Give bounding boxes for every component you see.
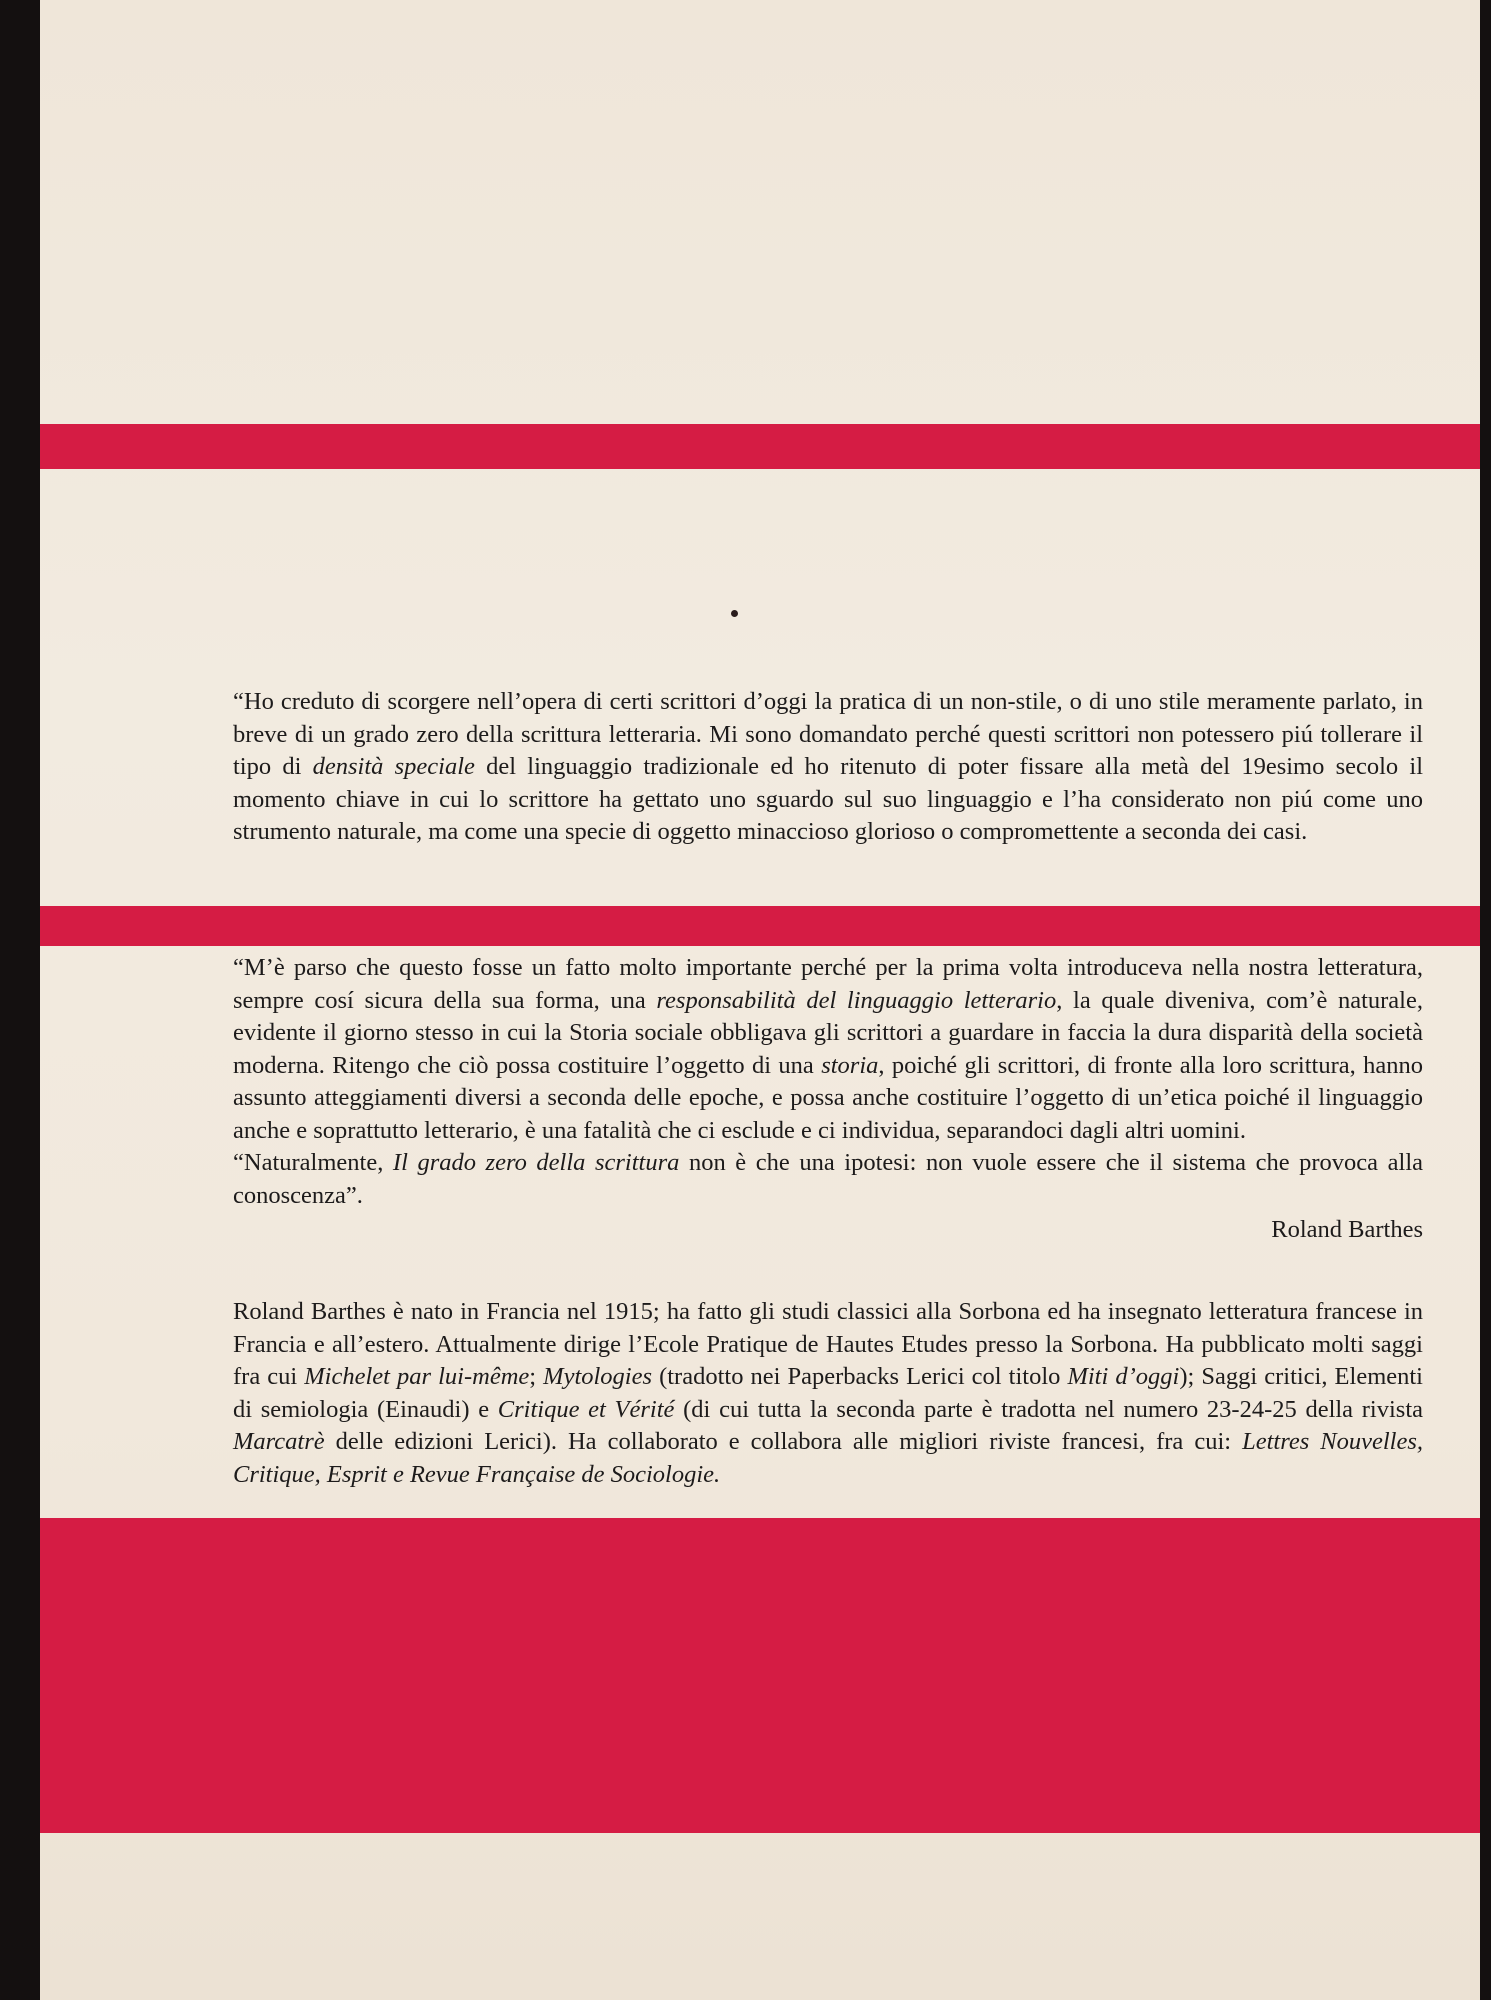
italic-title: Mytologies [543, 1363, 653, 1390]
book-back-cover [40, 0, 1480, 2000]
quote-2-paragraph-2: “Naturalmente, Il grado zero della scrittura non è che una ipotesi: non vuole essere che il sistema che provoca alla conoscenza”. [233, 1149, 1423, 1209]
italic-title: Lettres Nouvelles, Critique, Esprit e Revue Française de Sociologie. [233, 1428, 1423, 1488]
quote-1-paragraph: “Ho creduto di scorgere nell’opera di certi scrittori d’oggi la pratica di un non-stile, o di uno stile meramente parlato, in breve di un grado zero della scrittura letteraria. Mi sono domandato perché questi scrittori non potessero piú tollerare il tipo di densità speciale del linguaggio tradizionale ed ho ritenuto di poter fissare alla metà del 19esimo secolo il momento chiave in cui lo scrittore ha gettato uno sguardo sul suo linguaggio e l’ha considerato non piú come uno strumento naturale, ma come una specie di oggetto minaccioso glorioso o compromettente a seconda dei casi. [233, 688, 1424, 845]
italic-title: Critique et Vérité [497, 1395, 675, 1423]
author-biography [233, 1296, 1423, 1491]
italic-title: Marcatrè [233, 1428, 325, 1455]
quote-block-1 [233, 686, 1423, 849]
italic-title: Il grado zero della scrittura [392, 1149, 680, 1176]
italic-title: responsabilità del linguaggio letterario [656, 986, 1057, 1014]
paper-speck [731, 610, 738, 617]
red-band-top [40, 424, 1480, 469]
red-band-middle [40, 906, 1480, 946]
italic-title: storia [821, 1051, 879, 1079]
quote-block-2 [233, 952, 1423, 1247]
red-band-bottom [40, 1518, 1480, 1833]
bio-paragraph: Roland Barthes è nato in Francia nel 1915; ha fatto gli studi classici alla Sorbona ed ha insegnato letteratura francese in Francia e all’estero. Attualmente dirige l’Ecole Pratique de Hautes Etudes presso la Sorbona. Ha pubblicato molti saggi fra cui Michelet par lui-même; Mytologies (tradotto nei Paperbacks Lerici col titolo Miti d’oggi); Saggi critici, Elementi di semiologia (Einaudi) e Critique et Vérité (di cui tutta la seconda parte è tradotta nel numero 23-24-25 della rivista Marcatrè delle edizioni Lerici). Ha collaborato e collabora alle migliori riviste francesi, fra cui: Lettres Nouvelles, Critique, Esprit e Revue Française de Sociologie. [233, 1298, 1424, 1488]
italic-title: Michelet par lui-même [304, 1363, 530, 1390]
italic-title: Miti d’oggi [1067, 1363, 1180, 1390]
quote-2-paragraph-1: “M’è parso che questo fosse un fatto molto importante perché per la prima volta introduceva nella nostra letteratura, sempre cosí sicura della sua forma, una responsabilità del linguaggio letterario, la quale diveniva, com’è naturale, evidente il giorno stesso in cui la Storia sociale obbligava gli scrittori a guardare in faccia la dura disparità della società moderna. Ritengo che ciò possa costituire l’oggetto di una storia, poiché gli scrittori, di fronte alla loro scrittura, hanno assunto atteggiamenti diversi a seconda delle epoche, e possa anche costituire l’oggetto di un’etica poiché il linguaggio anche e soprattutto letterario, è una fatalità che ci esclude e ci individua, separandoci dagli altri uomini. [233, 954, 1423, 1144]
italic-title: densità speciale [312, 753, 475, 780]
author-signature: Roland Barthes [1271, 1216, 1423, 1243]
